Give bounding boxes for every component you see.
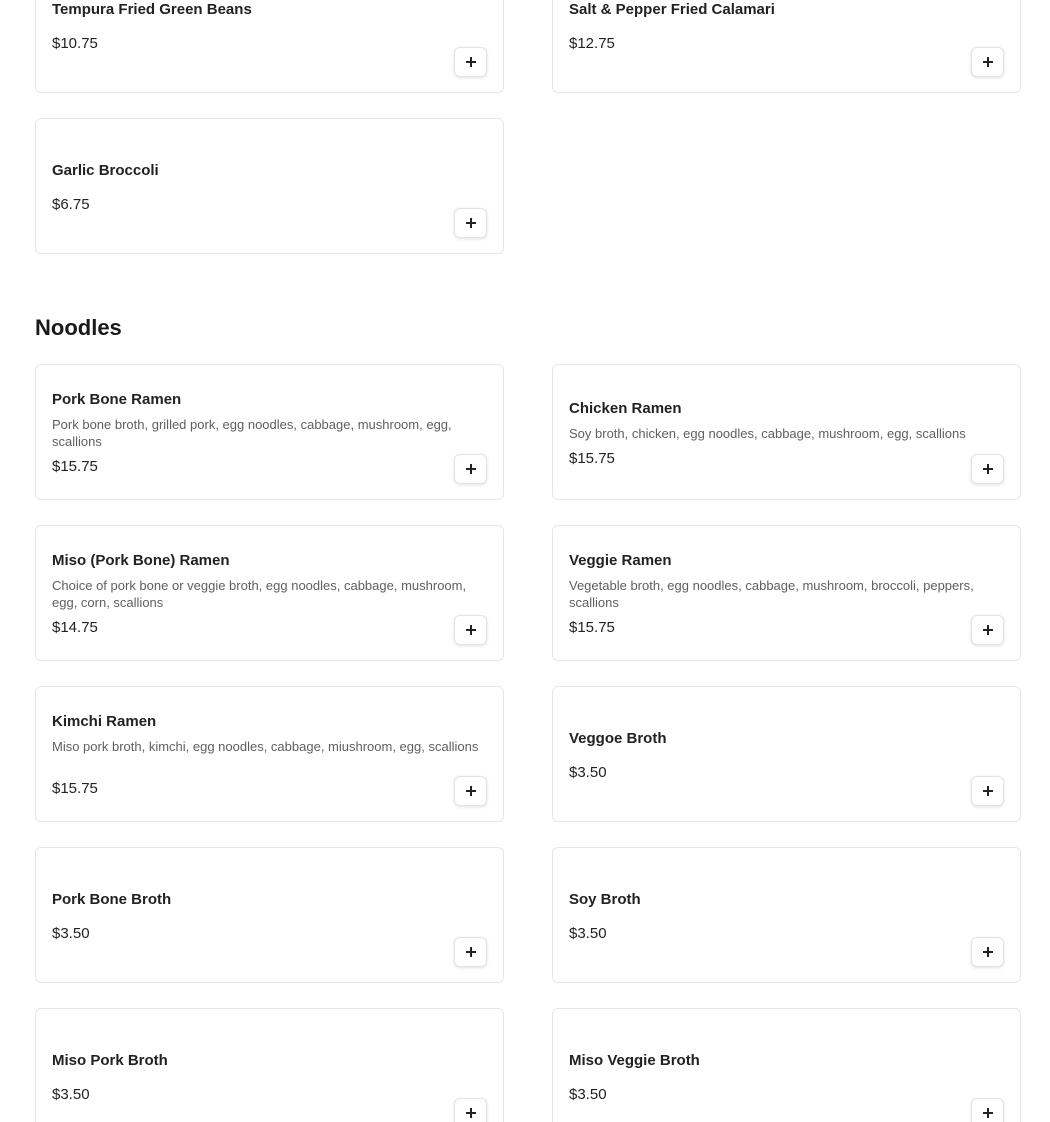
- plus-icon: [466, 786, 476, 796]
- item-description: Choice of pork bone or veggie broth, egg noodles, cabbage, mushroom, egg, corn, scallions: [52, 578, 467, 610]
- add-item-button[interactable]: [971, 47, 1004, 77]
- item-name: Veggie Ramen: [569, 552, 672, 569]
- menu-item-card[interactable]: [35, 847, 504, 983]
- item-name: Miso Pork Broth: [52, 1052, 168, 1069]
- menu-item-card[interactable]: [552, 686, 1021, 822]
- add-item-button[interactable]: [454, 615, 487, 645]
- menu-item-card[interactable]: [552, 0, 1021, 93]
- item-name: Pork Bone Ramen: [52, 391, 182, 408]
- add-item-button[interactable]: [971, 776, 1004, 806]
- item-price: $3.50: [52, 925, 90, 942]
- plus-icon: [466, 57, 476, 67]
- add-item-button[interactable]: [454, 454, 487, 484]
- menu-item-card[interactable]: [35, 686, 504, 822]
- plus-icon: [983, 625, 993, 635]
- item-price: $15.75: [569, 619, 615, 636]
- plus-icon: [983, 57, 993, 67]
- menu-item-card[interactable]: [552, 364, 1021, 500]
- item-description: Vegetable broth, egg noodles, cabbage, mushroom, broccoli, peppers, scallions: [569, 578, 974, 610]
- item-price: $15.75: [52, 458, 98, 475]
- plus-icon: [466, 218, 476, 228]
- item-description: Pork bone broth, grilled pork, egg noodles, cabbage, mushroom, egg, scallions: [52, 417, 452, 449]
- item-name: Miso (Pork Bone) Ramen: [52, 552, 230, 569]
- plus-icon: [983, 786, 993, 796]
- item-name: Miso Veggie Broth: [569, 1052, 700, 1069]
- add-item-button[interactable]: [454, 776, 487, 806]
- add-item-button[interactable]: [971, 1098, 1004, 1122]
- add-item-button[interactable]: [971, 454, 1004, 484]
- item-price: $3.50: [569, 764, 607, 781]
- item-price: $15.75: [52, 780, 98, 797]
- item-price: $10.75: [52, 35, 98, 52]
- plus-icon: [983, 1108, 993, 1118]
- menu-item-card[interactable]: [35, 0, 504, 93]
- add-item-button[interactable]: [454, 47, 487, 77]
- item-name: Kimchi Ramen: [52, 713, 157, 730]
- plus-icon: [466, 625, 476, 635]
- menu-item-card[interactable]: [552, 1008, 1021, 1122]
- item-name: Chicken Ramen: [569, 400, 682, 417]
- item-price: $3.50: [569, 1086, 607, 1103]
- plus-icon: [983, 947, 993, 957]
- item-name: Veggoe Broth: [569, 730, 667, 747]
- item-price: $3.50: [52, 1086, 90, 1103]
- item-price: $12.75: [569, 35, 615, 52]
- menu-item-card[interactable]: [35, 118, 504, 254]
- plus-icon: [983, 464, 993, 474]
- item-price: $3.50: [569, 925, 607, 942]
- item-name: Pork Bone Broth: [52, 891, 172, 908]
- plus-icon: [466, 947, 476, 957]
- item-name: Tempura Fried Green Beans: [52, 1, 252, 18]
- add-item-button[interactable]: [454, 208, 487, 238]
- menu-item-card[interactable]: [552, 847, 1021, 983]
- menu-item-card[interactable]: [552, 525, 1021, 661]
- add-item-button[interactable]: [454, 1098, 487, 1122]
- item-price: $15.75: [569, 450, 615, 467]
- add-item-button[interactable]: [454, 937, 487, 967]
- menu-item-card[interactable]: [35, 364, 504, 500]
- item-price: $14.75: [52, 619, 98, 636]
- item-name: Soy Broth: [569, 891, 641, 908]
- item-name: Garlic Broccoli: [52, 162, 159, 179]
- add-item-button[interactable]: [971, 615, 1004, 645]
- item-description: Soy broth, chicken, egg noodles, cabbage, mushroom, egg, scallions: [569, 426, 966, 441]
- menu-item-card[interactable]: [35, 1008, 504, 1122]
- menu-item-card[interactable]: [35, 525, 504, 661]
- item-price: $6.75: [52, 196, 90, 213]
- add-item-button[interactable]: [971, 937, 1004, 967]
- item-name: Salt & Pepper Fried Calamari: [569, 1, 775, 18]
- plus-icon: [466, 464, 476, 474]
- plus-icon: [466, 1108, 476, 1118]
- section-title-noodles: Noodles: [35, 315, 122, 340]
- item-description: Miso pork broth, kimchi, egg noodles, cabbage, miushroom, egg, scallions: [52, 739, 479, 754]
